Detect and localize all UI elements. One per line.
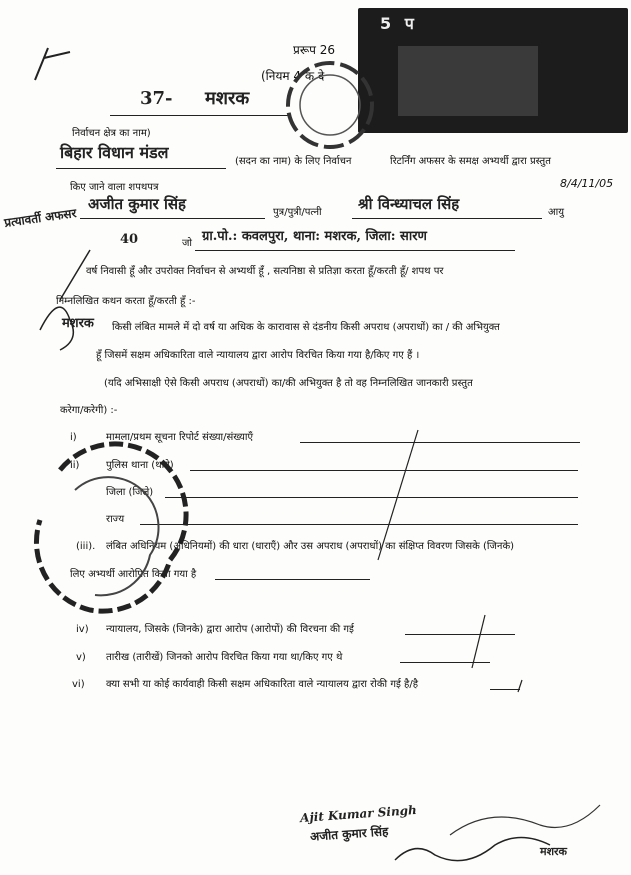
relation-label: पुत्र/पुत्री/पत्नी [273, 207, 322, 218]
constituency-name: मशरक [205, 88, 250, 109]
strike-line-2 [472, 615, 485, 668]
affidavit-label: किए जाने वाला शपथपत्र [70, 182, 159, 193]
margin-left-note: मशरक [62, 316, 94, 331]
para2-line1: (यदि अभिसाक्षी ऐसे किसी अपराध (अपराधों) का/की अभियुक्त है तो वह निम्नलिखित जानकारी प्रस्तुत [104, 378, 473, 389]
official-seal-left-inner [75, 477, 158, 595]
item-iv-numeral: iv) [76, 624, 89, 635]
signature-english: Ajit Kumar Singh [299, 802, 418, 826]
item-iii-numeral: (iii). [76, 541, 96, 552]
age-label: आयु [548, 207, 565, 218]
item-v-label: तारीख (तारीखें) जिनको आरोप विरचित किया गया था/किए गए थे [106, 652, 343, 663]
pen-mark-left [40, 250, 90, 350]
para1-line2: हूँ जिसमें सक्षम अधिकारिता वाले न्यायालय द्वारा आरोप विरचित किया गया है/किए गए हैं । [96, 350, 420, 361]
official-seal-top-inner [300, 75, 360, 135]
stamp-paper-text: 5 प [380, 14, 418, 33]
item-state-label: राज्य [106, 514, 125, 525]
item-vi-label: क्या सभी या कोई कार्यवाही किसी सक्षम अधिकारिता वाले न्यायालय द्वारा रोकी गई है/है [106, 679, 419, 690]
item-i-numeral: i) [70, 432, 77, 443]
line-declaration: निम्नलिखित कथन करता हूँ/करती हूँ :- [56, 296, 196, 307]
pen-mark-top-left [35, 48, 70, 80]
strike-line-1 [378, 430, 418, 560]
item-vi-numeral: vi) [72, 679, 85, 690]
father-name: श्री विन्ध्याचल सिंह [358, 195, 460, 213]
signature-flourish [395, 838, 550, 861]
form-number: प्ररूप 26 [293, 43, 336, 57]
constituency-number: 37- [140, 88, 173, 109]
rule-reference: (नियम 4 क दे [261, 69, 325, 83]
resident-label: जो [182, 238, 193, 249]
item-iii-label-1: लंबित अधिनियम (अधिनियमों) की धारा (धाराएँ) और उस अपराध (अपराधों) का संक्षिप्त विवरण जिसके (जिनके) [106, 541, 515, 552]
deponent-name: अजीत कुमार सिंह [88, 195, 186, 213]
margin-officer-note: प्रत्यावर्ती अफसर [3, 206, 78, 230]
item-ii-numeral: ii) [70, 460, 80, 471]
age-value: 40 [120, 232, 139, 247]
signature-flourish-2 [450, 805, 600, 835]
signature-hindi: अजीत कुमार सिंह [309, 824, 389, 844]
constituency-label: निर्वाचन क्षेत्र का नाम) [72, 128, 151, 139]
official-seal-left [36, 444, 186, 611]
para2-line2: करेगा/करेगी) :- [60, 405, 118, 416]
item-iii-label-2: लिए अभ्यर्थी आरोपित किया गया है [70, 569, 197, 580]
strike-line-3 [518, 680, 522, 692]
signature-place: मशरक [540, 845, 568, 858]
item-district-label: जिला (जिले) [106, 487, 154, 498]
item-i-label: मामला/प्रथम सूचना रिपोर्ट संख्या/संख्याएँ [106, 432, 254, 443]
line-residency: वर्ष निवासी हूँ और उपरोक्त निर्वाचन से अभ्यर्थी हूँ , सत्यनिष्ठा से प्रतिज्ञा करता हूँ/करती हूँ/ शपथ पर [86, 266, 444, 277]
item-v-numeral: v) [76, 652, 86, 663]
house-name: बिहार विधान मंडल [60, 143, 169, 162]
margin-date-note: 8/4/11/05 [560, 177, 614, 190]
house-label: (सदन का नाम) के लिए निर्वाचन [235, 156, 352, 167]
item-iv-label: न्यायालय, जिसके (जिनके) द्वारा आरोप (आरोपों) की विरचना की गई [106, 624, 354, 635]
para1-line1: किसी लंबित मामले में दो वर्ष या अधिक के कारावास से दंडनीय किसी अपराध (अपराधों) का / की अभियुक्त [112, 322, 500, 333]
house-label-end: रिटर्निंग अफसर के समक्ष अभ्यर्थी द्वारा प्रस्तुत [390, 156, 551, 167]
address-value: ग्रा.पो.: कवलपुरा, थाना: मशरक, जिला: सारण [202, 229, 427, 244]
item-ii-label: पुलिस थाना (थाने) [106, 460, 174, 471]
